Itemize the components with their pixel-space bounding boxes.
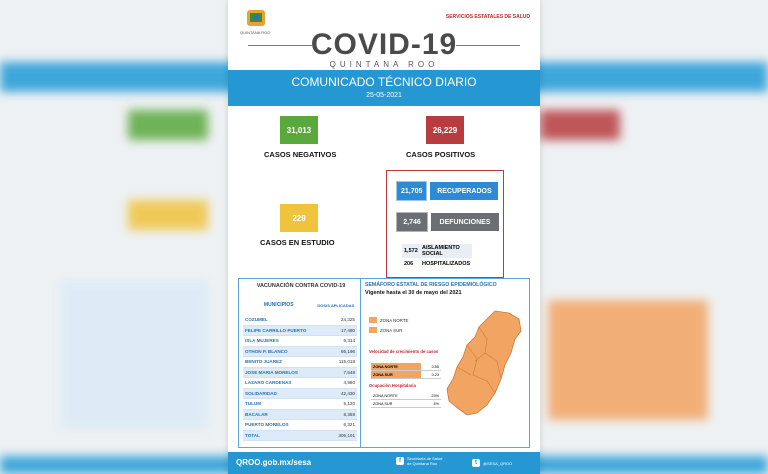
page-title: COVID-19	[310, 28, 458, 61]
municipio-name: FELIPE CARRILLO PUERTO	[243, 325, 315, 336]
table-row	[243, 378, 357, 389]
recuperados-label: RECUPERADOS	[430, 182, 498, 200]
footer-url[interactable]: QROO.gob.mx/sesa	[236, 458, 312, 467]
vaccination-title: VACUNACIÓN CONTRA COVID-19	[256, 283, 346, 289]
dosis-value: 24,325	[315, 315, 357, 325]
semaforo-title: SEMÁFORO ESTATAL DE RIESGO EPIDEMIOLÓGICO	[365, 282, 497, 288]
col-municipios: MUNICIPIOS	[263, 302, 294, 308]
table-row	[243, 336, 357, 347]
municipio-name: PUERTO MORELOS	[243, 420, 315, 431]
dosis-value: 7,548	[315, 367, 357, 378]
dosis-value: 5,120	[315, 399, 357, 410]
page-subtitle: QUINTANA ROO	[329, 60, 439, 69]
dosis-value: 17,480	[315, 325, 357, 336]
municipio-name: SOLIDARIDAD	[243, 388, 315, 399]
aislamiento-label: AISLAMIENTO	[422, 245, 460, 251]
col-dosis: DOSIS APLICADAS	[317, 302, 355, 308]
estudio-label: CASOS EN ESTUDIO	[260, 238, 335, 247]
ocupacion-table: ZONA NORTE 23% ZONA SUR 4%	[373, 393, 439, 406]
twitter-icon: t	[472, 459, 480, 467]
banner-date: 25-05-2021	[366, 92, 402, 99]
recuperados-value: 21,705	[396, 181, 427, 201]
municipio-name: BENITO JUAREZ	[243, 357, 315, 368]
dosis-value: 306,101	[315, 430, 357, 441]
negativos-label: CASOS NEGATIVOS	[264, 150, 337, 159]
facebook-link[interactable]: f Secretaría de Salud de Quintana Roo	[396, 456, 442, 466]
velocidad-table: ZONA NORTE 0.55 ZONA SUR 0.23	[373, 364, 439, 377]
municipio-name: TOTAL	[243, 430, 315, 441]
semaforo-vigencia: Vigente hasta el 30 de mayo del 2021	[365, 290, 462, 296]
table-row	[243, 315, 357, 325]
dosis-value: 6,314	[315, 336, 357, 347]
aislamiento-label-2: SOCIAL	[422, 251, 443, 257]
estudio-value: 229	[280, 204, 318, 232]
municipio-name: TULUM	[243, 399, 315, 410]
positivos-label: CASOS POSITIVOS	[406, 150, 476, 159]
dosis-value: 6,321	[315, 420, 357, 431]
logo-text: QUINTANA ROO	[240, 30, 271, 35]
table-row	[243, 399, 357, 410]
table-row	[243, 430, 357, 441]
municipio-name: BACALAR	[243, 409, 315, 420]
municipio-name: LAZARO CARDENAS	[243, 378, 315, 389]
dosis-value: 115,018	[315, 357, 357, 368]
banner	[228, 70, 540, 106]
vaccination-table	[243, 295, 357, 441]
dosis-value: 4,980	[315, 378, 357, 389]
defunciones-label: DEFUNCIONES	[431, 213, 499, 231]
municipio-name: ISLA MUJERES	[243, 336, 315, 347]
municipio-name: OTHON P. BLANCO	[243, 346, 315, 357]
banner-title: COMUNICADO TÉCNICO DIARIO	[291, 75, 477, 89]
table-row	[243, 346, 357, 357]
hospitalizados-value: 206	[404, 261, 414, 267]
aislamiento-value: 1,572	[404, 248, 418, 254]
table-row	[243, 409, 357, 420]
defunciones-value: 2,746	[396, 212, 428, 232]
table-row	[243, 367, 357, 378]
legend-zona-norte: ZONA NORTE	[369, 317, 408, 323]
hospitalizados-label: HOSPITALIZADOS	[422, 261, 471, 267]
quintana-roo-map-icon	[445, 309, 527, 417]
table-row	[243, 388, 357, 399]
dosis-value: 42,430	[315, 388, 357, 399]
dosis-value: 66,196	[315, 346, 357, 357]
negativos-value: 31,013	[280, 116, 318, 144]
municipio-name: COZUMEL	[243, 315, 315, 325]
report-card	[228, 0, 540, 474]
vaccination-panel	[238, 278, 530, 448]
state-logo-icon	[244, 8, 268, 30]
ocupacion-title: Ocupación Hospitalaria	[369, 383, 416, 388]
department-label: SERVICIOS ESTATALES DE SALUD	[445, 14, 530, 20]
velocidad-title: Velocidad de crecimiento de casos	[369, 349, 439, 354]
recuperados-row	[396, 181, 498, 201]
footer	[228, 452, 540, 474]
aislamiento-hospitalizados	[402, 244, 472, 268]
legend-zona-sur: ZONA SUR	[369, 327, 402, 333]
defunciones-row	[396, 212, 499, 232]
table-row	[243, 357, 357, 368]
positivos-value: 26,229	[426, 116, 464, 144]
table-row	[243, 420, 357, 431]
dosis-value: 8,359	[315, 409, 357, 420]
twitter-link[interactable]: t @SESA_QROO	[472, 459, 512, 467]
semaforo-panel	[365, 282, 525, 296]
municipio-name: JOSE MARIA MORELOS	[243, 367, 315, 378]
table-row	[243, 325, 357, 336]
facebook-icon: f	[396, 457, 404, 465]
